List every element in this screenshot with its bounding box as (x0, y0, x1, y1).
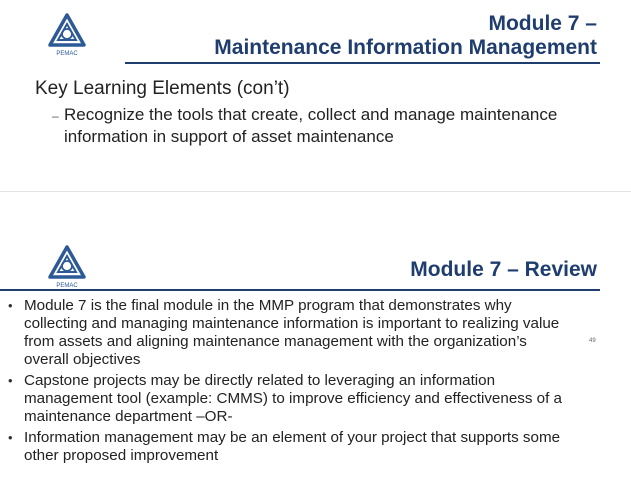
bullet-marker: • (8, 430, 13, 445)
pemac-logo-icon (46, 244, 88, 290)
list-item (8, 372, 568, 426)
key-learning-heading: Key Learning Elements (con’t) (35, 78, 290, 99)
bullet-text: Information management may be an element of your project that supports some other proposed improvement (24, 429, 561, 464)
review-bullet-list (8, 297, 568, 468)
title-underline (0, 289, 600, 291)
bullet-text: Module 7 is the final module in the MMP program that demonstrates why collecting and managing maintenance information is important to realizing value from assets and aligning maintenance management with the organization’s overall objectives (24, 297, 560, 368)
list-item (8, 429, 568, 465)
slide-1 (0, 0, 631, 197)
sub-bullet-marker: – (52, 109, 59, 123)
pemac-logo (46, 244, 88, 290)
bullet-text: Capstone projects may be directly related to leveraging an information management tool (example: CMMS) to improve efficiency and effectiveness of a maintenance department –OR- (24, 372, 563, 425)
title-line-1: Module 7 – (488, 12, 597, 35)
page-number: 49 (589, 338, 596, 344)
pemac-logo (46, 12, 88, 58)
title-underline (125, 62, 600, 64)
svg-text:PEMAC: PEMAC (56, 51, 78, 57)
sub-bullet-text: Recognize the tools that create, collect and manage maintenance information in support of asset maintenance (64, 105, 558, 146)
svg-text:PEMAC: PEMAC (56, 283, 78, 289)
list-item (8, 297, 568, 369)
title-line-2: Maintenance Information Management (214, 36, 597, 59)
pemac-logo-icon (46, 12, 88, 58)
bullet-marker: • (8, 298, 13, 313)
bullet-marker: • (8, 373, 13, 388)
slide-2 (0, 237, 631, 494)
slide-separator (0, 191, 631, 192)
review-title: Module 7 – Review (410, 258, 597, 281)
